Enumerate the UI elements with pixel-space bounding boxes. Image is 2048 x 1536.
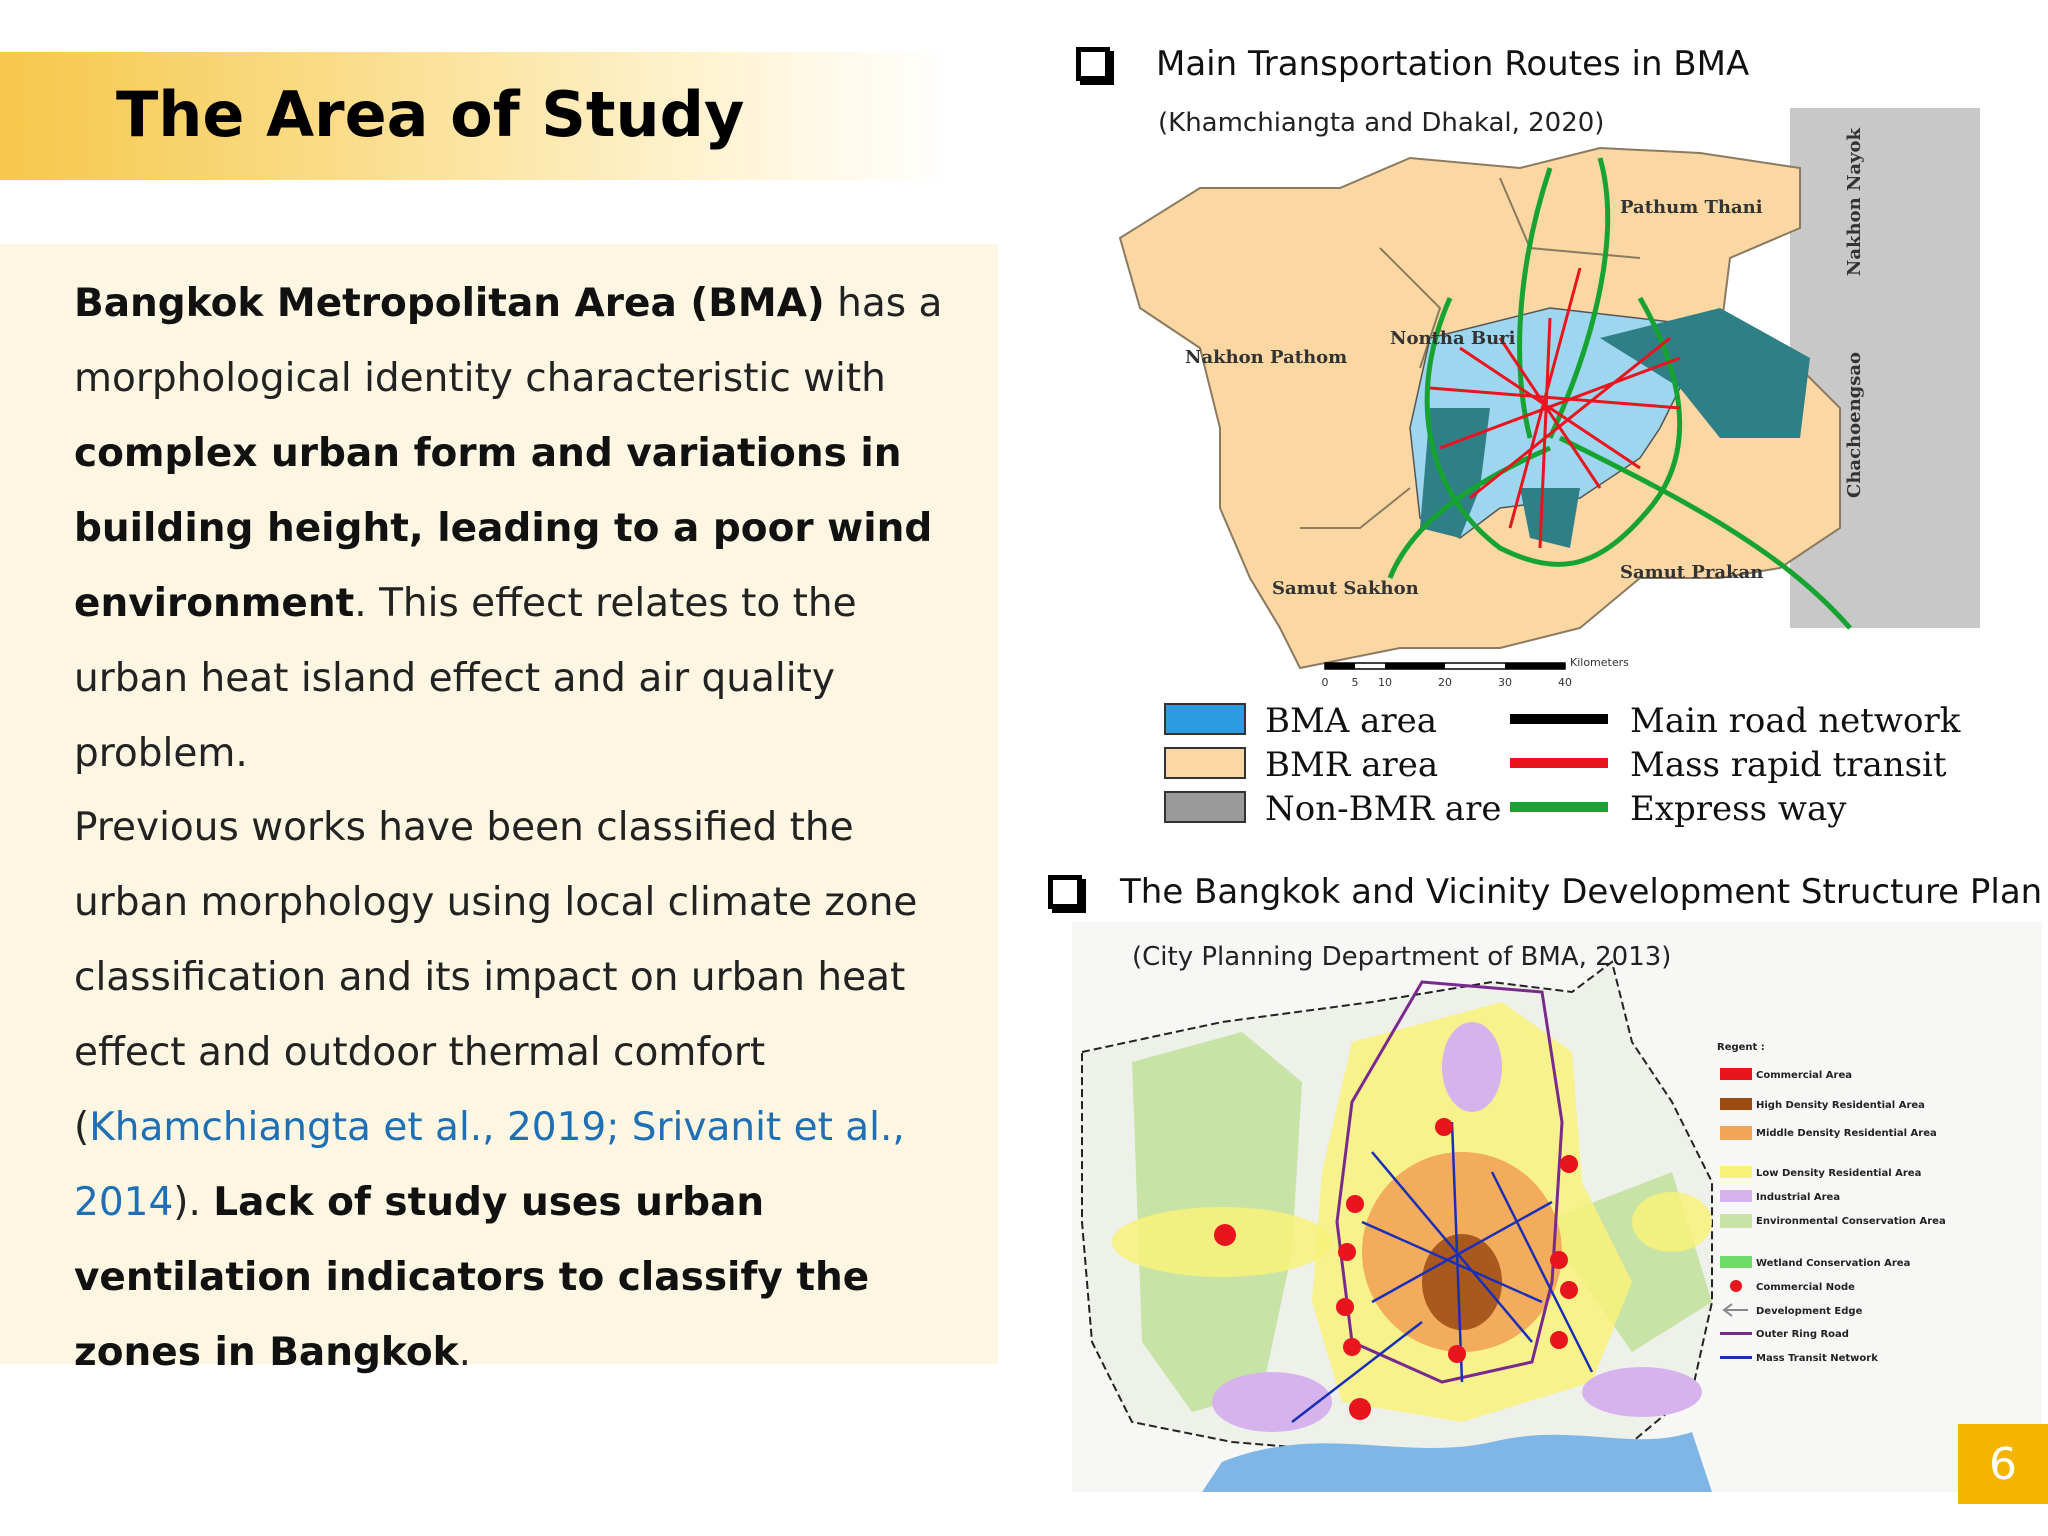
legend-line-expressway <box>1510 802 1608 812</box>
legend2-label: Outer Ring Road <box>1756 1329 1849 1340</box>
legend2-label: Commercial Node <box>1756 1282 1855 1293</box>
paragraph-bma-description <box>74 266 974 791</box>
slide-title: The Area of Study <box>116 78 745 151</box>
figure2-citation: (City Planning Department of BMA, 2013) <box>1132 942 1672 972</box>
figure2-title: The Bangkok and Vicinity Development Structure Plan <box>1120 872 2043 912</box>
checkbox-icon <box>1076 47 1110 81</box>
legend2-label: Industrial Area <box>1756 1192 1841 1203</box>
legend2-swatch <box>1720 1356 1752 1359</box>
legend-swatch-bmr <box>1165 748 1245 778</box>
legend2-swatch <box>1720 1126 1752 1140</box>
title-band <box>0 52 950 180</box>
text-segment: has a morphological identity characteristic with <box>74 281 943 401</box>
legend2-label: Environmental Conservation Area <box>1756 1216 1946 1227</box>
legend2-label: Mass Transit Network <box>1756 1353 1878 1364</box>
legend2-swatch <box>1720 1214 1752 1228</box>
text-segment: . <box>458 1330 471 1375</box>
legend2-swatch <box>1720 1166 1752 1178</box>
bold-bma: Bangkok Metropolitan Area (BMA) <box>74 281 825 326</box>
paragraph-previous-works <box>74 790 974 1390</box>
industrial-area <box>1442 1022 1502 1112</box>
scale-tick: 10 <box>1378 676 1392 689</box>
legend2-swatch <box>1720 1068 1752 1080</box>
label-samut-prakan: Samut Prakan <box>1620 562 1764 583</box>
industrial-area <box>1582 1367 1702 1417</box>
scale-unit: Kilometers <box>1570 656 1629 669</box>
non-bmr-area <box>1790 108 1980 628</box>
legend2-swatch <box>1720 1098 1752 1110</box>
high-density-area <box>1422 1234 1502 1330</box>
scale-tick: 0 <box>1321 676 1329 689</box>
legend-line-transit <box>1510 758 1608 768</box>
industrial-area <box>1212 1372 1332 1432</box>
legend2-label: Commercial Area <box>1756 1070 1852 1081</box>
label-pathum-thani: Pathum Thani <box>1620 197 1763 218</box>
checkbox-icon <box>1048 875 1082 909</box>
legend-label-bma: BMA area <box>1265 701 1438 741</box>
label-nakhon-nayok: Nakhon Nayok <box>1844 128 1865 277</box>
legend2-label: High Density Residential Area <box>1756 1100 1925 1111</box>
figure1-citation: (Khamchiangta and Dhakal, 2020) <box>1158 108 1605 138</box>
legend2-swatch <box>1720 1190 1752 1202</box>
bold-urban-form: complex urban form and variations in building height, leading to a poor wind environment <box>74 431 933 626</box>
legend2-title: Regent : <box>1717 1042 1765 1053</box>
text-segment: . This effect relates to the urban heat island effect and air quality problem. <box>74 581 857 776</box>
label-samut-sakhon: Samut Sakhon <box>1272 578 1419 599</box>
scale-tick: 40 <box>1558 676 1572 689</box>
legend2-label: Wetland Conservation Area <box>1756 1258 1911 1269</box>
scale-bar <box>1322 656 1630 689</box>
low-density-area <box>1632 1192 1712 1252</box>
legend-label-expressway: Express way <box>1630 789 1847 829</box>
figure1-title: Main Transportation Routes in BMA <box>1156 44 1750 84</box>
legend-line-road <box>1510 714 1608 724</box>
scale-tick: 20 <box>1438 676 1452 689</box>
figure1-heading <box>1076 44 1749 84</box>
legend2-label: Development Edge <box>1756 1306 1863 1317</box>
legend2-label: Middle Density Residential Area <box>1756 1128 1937 1139</box>
map1-legend <box>1165 701 1961 829</box>
legend2-swatch <box>1720 1332 1752 1335</box>
transportation-map <box>1080 108 1980 840</box>
scale-tick: 5 <box>1351 676 1359 689</box>
legend-swatch-non-bmr <box>1165 792 1245 822</box>
label-nakhon-pathom: Nakhon Pathom <box>1185 347 1348 368</box>
page-number-badge: 6 <box>1958 1424 2048 1504</box>
bold-lack-of-study: Lack of study uses urban ventilation indicators to classify the zones in Bangkok <box>74 1180 870 1375</box>
figure2-heading <box>1048 872 2042 912</box>
legend-label-road: Main road network <box>1630 701 1961 741</box>
legend-swatch-bma <box>1165 704 1245 734</box>
text-segment: ). <box>173 1180 214 1225</box>
label-nontha-buri: Nontha Buri <box>1390 328 1516 349</box>
legend-label-transit: Mass rapid transit <box>1630 745 1947 785</box>
label-chachoengsao: Chachoengsao <box>1844 351 1865 498</box>
legend2-swatch <box>1720 1256 1752 1268</box>
legend-label-bmr: BMR area <box>1265 745 1439 785</box>
citation-link[interactable]: Khamchiangta et al., 2019; Srivanit et al., 2014 <box>74 1105 905 1225</box>
legend-label-non-bmr: Non-BMR are <box>1265 789 1502 829</box>
legend2-node-icon <box>1730 1280 1742 1292</box>
development-plan-map <box>1072 922 2042 1492</box>
text-segment: Previous works have been classified the urban morphology using local climate zone classification and its impact on urban heat effect and outdoor thermal comfort ( <box>74 805 918 1150</box>
legend2-label: Low Density Residential Area <box>1756 1168 1922 1179</box>
scale-tick: 30 <box>1498 676 1512 689</box>
